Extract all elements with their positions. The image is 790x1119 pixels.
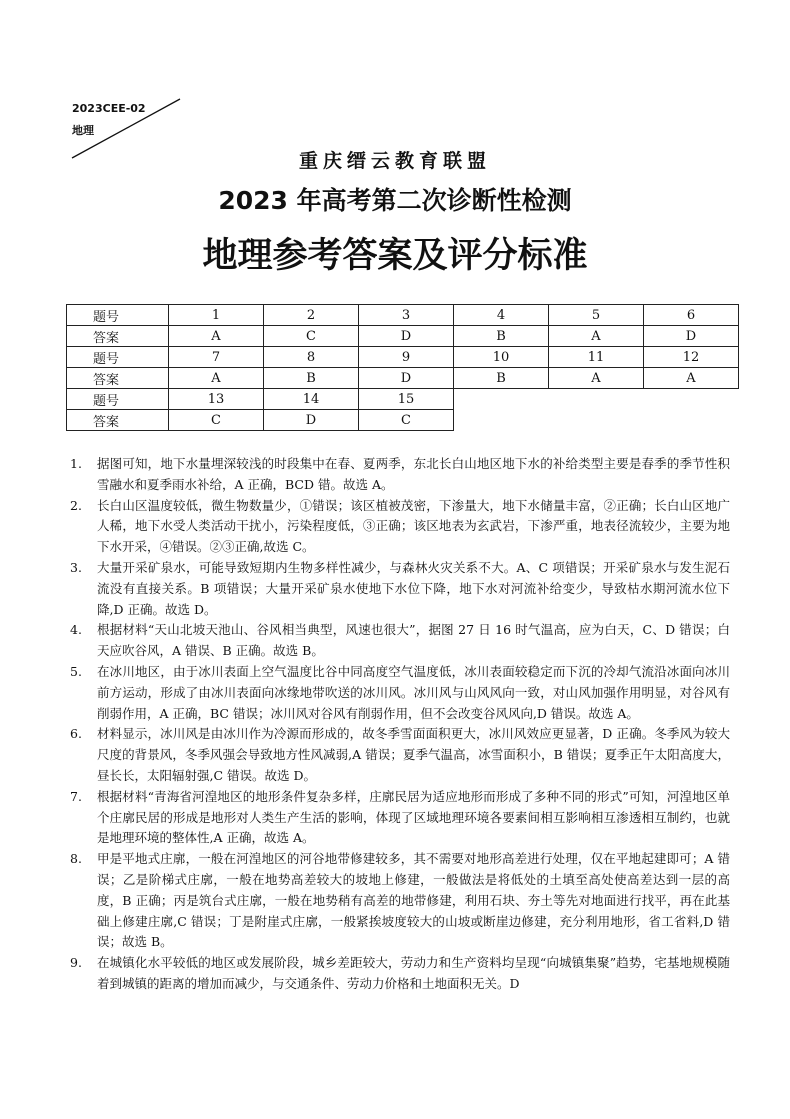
question-number-cell: 7 (169, 347, 264, 368)
answer-cell: D (359, 326, 454, 347)
answer-cell: B (454, 326, 549, 347)
item-number: 5. (70, 663, 82, 679)
item-number: 7. (70, 788, 82, 804)
answer-row-label: 答案 (67, 368, 169, 389)
answer-table (66, 304, 739, 431)
question-number-cell: 8 (264, 347, 359, 368)
empty-cell (549, 410, 644, 431)
answer-cell: C (169, 410, 264, 431)
exam-title: 2023 年高考第二次诊断性检测 (218, 186, 572, 215)
question-number-cell: 2 (264, 305, 359, 326)
question-number-row-label: 题号 (67, 389, 169, 410)
question-number-cell: 1 (169, 305, 264, 326)
answer-cell: A (169, 326, 264, 347)
question-number-row-label: 题号 (67, 347, 169, 368)
question-number-row-label: 题号 (67, 305, 169, 326)
question-number-cell: 3 (359, 305, 454, 326)
question-number-cell: 15 (359, 389, 454, 410)
question-number-row (67, 347, 739, 368)
answer-row-label: 答案 (67, 326, 169, 347)
answer-cell: A (549, 326, 644, 347)
answer-cell: C (264, 326, 359, 347)
explanation-item (70, 724, 730, 786)
item-text: 在城镇化水平较低的地区或发展阶段，城乡差距较大，劳动力和生产资料均呈现“向城镇集聚”趋势，宅基地规模随着到城镇的距离的增加而减少，与交通条件、劳动力价格和土地面积无关。D (97, 955, 730, 991)
item-text: 大量开采矿泉水，可能导致短期内生物多样性减少，与森林火灾关系不大。A、C 项错误；开采矿泉水与发生泥石流没有直接关系。B 项错误；大量开采矿泉水使地下水位下降，地下水对河流补给变少，导致枯水期河流水位下降,D 正确。故选 D。 (97, 559, 730, 617)
question-number-cell: 6 (644, 305, 739, 326)
item-number: 8. (70, 851, 82, 867)
answer-cell: D (359, 368, 454, 389)
question-number-row (67, 305, 739, 326)
empty-cell (644, 410, 739, 431)
answer-cell: D (644, 326, 739, 347)
question-number-cell: 11 (549, 347, 644, 368)
answer-cell: B (454, 368, 549, 389)
item-number: 3. (70, 559, 82, 575)
explanation-item (70, 496, 730, 558)
explanation-item (70, 558, 730, 620)
item-number: 9. (70, 955, 82, 971)
explanation-item (70, 849, 730, 953)
question-number-cell: 10 (454, 347, 549, 368)
item-text: 根据材料“青海省河湟地区的地形条件复杂多样，庄廓民居为适应地形而形成了多种不同的形式”可知，河湟地区单个庄廓民居的形成是地形对人类生产生活的影响，体现了区域地理环境各要素间相互影响相互渗透相互制约，也就是地理环境的整体性,A 正确，故选 A。 (97, 788, 730, 846)
empty-cell (454, 389, 549, 410)
question-number-cell: 4 (454, 305, 549, 326)
question-number-cell: 12 (644, 347, 739, 368)
item-text: 长白山区温度较低，微生物数量少，①错误；该区植被茂密，下渗量大，地下水储量丰富，②正确；长白山区地广人稀，地下水受人类活动干扰小，污染程度低，③正确；该区地表为玄武岩，下渗严重，地表径流较少，主要为地下水开采，④错误。②③正确,故选 C。 (97, 497, 730, 555)
question-number-row (67, 389, 739, 410)
empty-cell (549, 389, 644, 410)
question-number-cell: 5 (549, 305, 644, 326)
answer-cell: B (264, 368, 359, 389)
organization-name: 重庆缙云教育联盟 (298, 150, 491, 172)
answer-row-label: 答案 (67, 410, 169, 431)
item-text: 材料显示，冰川风是由冰川作为冷源而形成的，故冬季雪面面积更大，冰川风效应更显著，D 正确。冬季风为较大尺度的背景风，冬季风强会导致地方性风减弱,A 错误；夏季气温高，冰雪面积小，B 错误；夏季正午太阳高度大，昼长长，太阳辐射强,C 错误。故选 D。 (97, 726, 730, 783)
item-number: 4. (70, 622, 82, 638)
exam-subject: 地理 (72, 124, 94, 137)
item-number: 6. (70, 726, 82, 742)
explanation-item (70, 620, 730, 662)
item-text: 据图可知，地下水量埋深较浅的时段集中在春、夏两季，东北长白山地区地下水的补给类型主要是春季的季节性积雪融水和夏季雨水补给，A 正确，BCD 错。故选 A。 (97, 456, 730, 492)
empty-cell (644, 389, 739, 410)
item-text: 甲是平地式庄廓，一般在河湟地区的河谷地带修建较多，其不需要对地形高差进行处理，仅在平地起建即可；A 错误；乙是阶梯式庄廓，一般在地势高差较大的坡地上修建，一般做法是将低处的土填至高处使高差达到一层的高度，B 正确；丙是筑台式庄廓，一般在地势稍有高差的地带修建，利用石块、夯土等先对地面进行找平，再在此基础上修建庄廓,C 错误；丁是附崖式庄廓，一般紧挨坡度较大的山坡或断崖边修建，充分利用地形，省工省料,D 错误；故选 B。 (97, 851, 730, 950)
answer-row (67, 326, 739, 347)
explanation-item (70, 662, 730, 724)
item-text: 在冰川地区，由于冰川表面上空气温度比谷中同高度空气温度低，冰川表面较稳定而下沉的冷却气流沿冰面向冰川前方运动，形成了由冰川表面向冰缘地带吹送的冰川风。冰川风与山风风向一致，对山风加强作用明显，对谷风有削弱作用，A 正确，BC 错误；冰川风对谷风有削弱作用，但不会改变谷风风向,D 错误。故选 A。 (97, 663, 730, 721)
explanation-item (70, 454, 730, 496)
question-number-cell: 9 (359, 347, 454, 368)
question-number-cell: 13 (169, 389, 264, 410)
answer-row (67, 410, 739, 431)
exam-code: 2023CEE-02 (72, 102, 146, 115)
question-number-cell: 14 (264, 389, 359, 410)
item-number: 1. (70, 456, 82, 471)
answer-cell: A (549, 368, 644, 389)
answer-cell: A (644, 368, 739, 389)
document-subtitle: 地理参考答案及评分标准 (202, 236, 588, 276)
answer-cell: A (169, 368, 264, 389)
explanation-list (70, 454, 730, 995)
answer-row (67, 368, 739, 389)
item-number: 2. (70, 497, 82, 513)
answer-cell: D (264, 410, 359, 431)
explanation-item (70, 787, 730, 849)
explanation-item (70, 953, 730, 995)
answer-cell: C (359, 410, 454, 431)
empty-cell (454, 410, 549, 431)
item-text: 根据材料“天山北坡天池山、谷风相当典型，风速也很大”，据图 27 日 16 时气温高，应为白天，C、D 错误；白天应吹谷风，A 错误、B 正确。故选 B。 (97, 622, 730, 659)
